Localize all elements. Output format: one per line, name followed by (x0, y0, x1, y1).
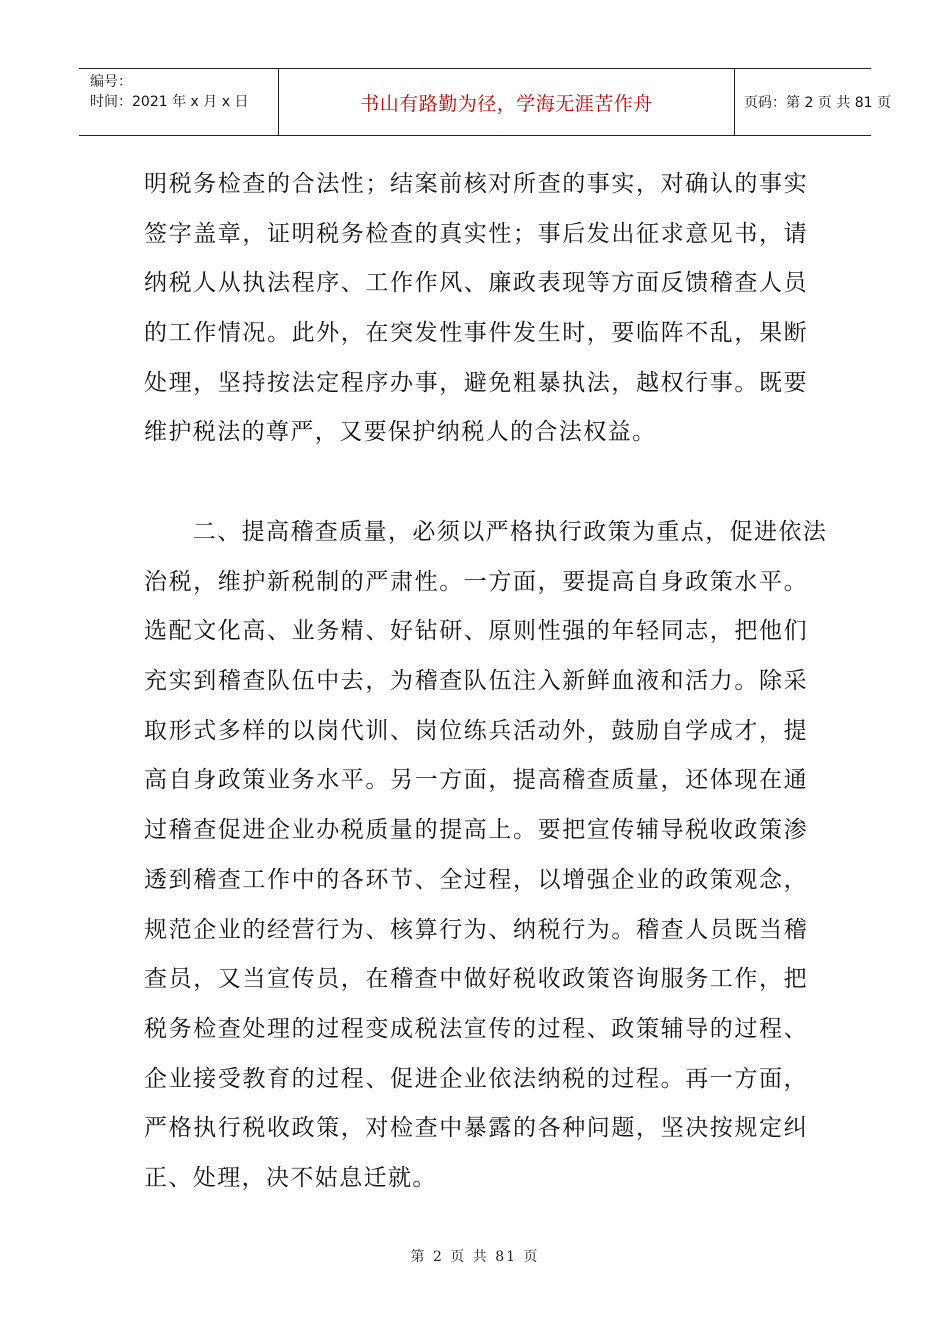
paragraph-line: 二、提高稽查质量，必须以严格执行政策为重点，促进依法 (144, 519, 828, 545)
paragraph-line: 的工作情况。此外，在突发性事件发生时，要临阵不乱，果断 (144, 320, 808, 347)
page-header (79, 68, 891, 136)
header-motto-cell (279, 69, 735, 135)
paragraph-line: 充实到稽查队伍中去，为稽查队伍注入新鲜血液和活力。除采 (144, 668, 808, 695)
paragraph-line: 治税，维护新税制的严肃性。一方面，要提高自身政策水平。 (144, 568, 808, 595)
paragraph-line: 处理，坚持按法定程序办事，避免粗暴执法，越权行事。既要 (144, 369, 808, 396)
paragraph-line: 过稽查促进企业办税质量的提高上。要把宣传辅导税收政策渗 (144, 817, 808, 844)
paragraph-line: 查员，又当宣传员，在稽查中做好税收政策咨询服务工作，把 (144, 966, 808, 993)
body-paragraph-2 (144, 508, 828, 1204)
paragraph-line: 企业接受教育的过程、促进企业依法纳税的过程。再一方面， (144, 1065, 808, 1092)
body-paragraph-1 (144, 160, 808, 458)
paragraph-line: 选配文化高、业务精、好钻研、原则性强的年轻同志，把他们 (144, 618, 808, 645)
paragraph-line: 税务检查处理的过程变成税法宣传的过程、政策辅导的过程、 (144, 1015, 808, 1042)
page-footer (0, 1246, 950, 1266)
paragraph-line: 规范企业的经营行为、核算行为、纳税行为。稽查人员既当稽 (144, 916, 808, 943)
header-motto: 书山有路勤为径，学海无涯苦作舟 (360, 92, 653, 115)
paragraph-line: 正、处理，决不姑息迁就。 (144, 1164, 437, 1191)
document-number-label: 编号： (90, 74, 132, 90)
paragraph-line: 签字盖章，证明税务检查的真实性；事后发出征求意见书，请 (144, 220, 808, 247)
header-page-cell (735, 69, 891, 135)
paragraph-line: 纳税人从执法程序、工作作风、廉政表现等方面反馈稽查人员 (144, 270, 808, 297)
header-page-info: 页码：第 2 页 共 81 页 (744, 95, 891, 111)
header-meta-cell (79, 69, 279, 135)
paragraph-line: 维护税法的尊严，又要保护纳税人的合法权益。 (144, 419, 657, 446)
footer-page-number: 第 2 页 共 81 页 (410, 1249, 540, 1265)
paragraph-line: 严格执行税收政策，对检查中暴露的各种问题，坚决按规定纠 (144, 1115, 808, 1142)
paragraph-line: 透到稽查工作中的各环节、全过程，以增强企业的政策观念， (144, 866, 808, 893)
paragraph-line: 高自身政策业务水平。另一方面，提高稽查质量，还体现在通 (144, 767, 808, 794)
document-date-label: 时间：2021 年 x 月 x 日 (90, 94, 249, 110)
paragraph-line: 明税务检查的合法性；结案前核对所查的事实，对确认的事实 (144, 171, 808, 197)
paragraph-line: 取形式多样的以岗代训、岗位练兵活动外，鼓励自学成才，提 (144, 717, 808, 744)
